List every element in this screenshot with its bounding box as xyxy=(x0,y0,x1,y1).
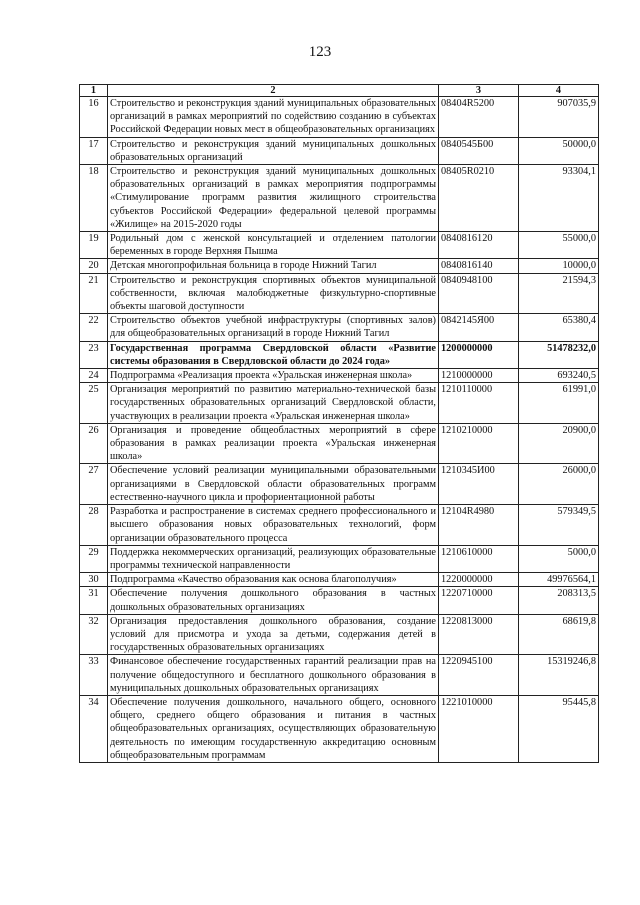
row-code: 12104R4980 xyxy=(439,505,519,546)
row-code: 1210345И00 xyxy=(439,464,519,505)
row-code: 1210610000 xyxy=(439,545,519,572)
row-amount: 693240,5 xyxy=(519,369,599,383)
row-number: 29 xyxy=(80,545,108,572)
row-number: 32 xyxy=(80,614,108,655)
row-code: 1210110000 xyxy=(439,383,519,424)
row-code: 1220710000 xyxy=(439,587,519,614)
row-number: 22 xyxy=(80,314,108,341)
row-amount: 10000,0 xyxy=(519,259,599,273)
row-code: 1200000000 xyxy=(439,341,519,368)
table-row xyxy=(80,369,599,383)
row-code: 1210210000 xyxy=(439,423,519,464)
row-code: 1210000000 xyxy=(439,369,519,383)
page-number: 123 xyxy=(308,44,332,60)
row-code: 0840948100 xyxy=(439,273,519,314)
row-description: Государственная программа Свердловской области «Развитие системы образования в Свердловской области до 2024 года» xyxy=(108,341,439,368)
row-description: Организация и проведение общеобластных мероприятий в сфере образования в рамках реализации проекта «Уральская инженерная школа» xyxy=(108,423,439,464)
row-description: Подпрограмма «Реализация проекта «Уральская инженерная школа» xyxy=(108,369,439,383)
row-description: Строительство и реконструкция зданий муниципальных дошкольных образовательных организаций xyxy=(108,137,439,164)
row-description: Строительство и реконструкция спортивных объектов муниципальной собственности, включая малобюджетные физкультурно-спортивные объекты шаговой доступности xyxy=(108,273,439,314)
row-description: Разработка и распространение в системах среднего профессионального и высшего образования новых образовательных технологий, форм организации образовательного процесса xyxy=(108,505,439,546)
row-amount: 51478232,0 xyxy=(519,341,599,368)
row-description: Родильный дом с женской консультацией и отделением патологии беременных в городе Верхняя Пышма xyxy=(108,232,439,259)
row-code: 0840545Б00 xyxy=(439,137,519,164)
row-description: Организация мероприятий по развитию материально-технической базы государственных образовательных организаций Свердловской области, участвующих в реализации проекта «Уральская инженерная школа» xyxy=(108,383,439,424)
table-row xyxy=(80,423,599,464)
row-code: 1220945100 xyxy=(439,655,519,696)
row-amount: 93304,1 xyxy=(519,165,599,232)
row-number: 27 xyxy=(80,464,108,505)
row-amount: 579349,5 xyxy=(519,505,599,546)
header-col-4: 4 xyxy=(519,85,599,97)
table-row xyxy=(80,383,599,424)
row-description: Финансовое обеспечение государственных гарантий реализации прав на получение общедоступного и бесплатного дошкольного образования в муниципальных дошкольных образовательных организациях xyxy=(108,655,439,696)
row-code: 1220813000 xyxy=(439,614,519,655)
row-amount: 55000,0 xyxy=(519,232,599,259)
row-description: Обеспечение получения дошкольного образования в частных дошкольных образовательных организациях xyxy=(108,587,439,614)
row-number: 21 xyxy=(80,273,108,314)
row-number: 16 xyxy=(80,97,108,138)
table-row xyxy=(80,137,599,164)
row-number: 24 xyxy=(80,369,108,383)
row-code: 1221010000 xyxy=(439,695,519,762)
row-amount: 61991,0 xyxy=(519,383,599,424)
row-number: 20 xyxy=(80,259,108,273)
row-amount: 68619,8 xyxy=(519,614,599,655)
budget-table xyxy=(79,84,599,763)
table-row xyxy=(80,464,599,505)
row-description: Строительство и реконструкция зданий муниципальных образовательных организаций в рамках мероприятий по содействию созданию в субъектах Российской Федерации новых мест в общеобразовательных организациях xyxy=(108,97,439,138)
header-col-2: 2 xyxy=(108,85,439,97)
row-code: 0842145Я00 xyxy=(439,314,519,341)
row-description: Обеспечение получения дошкольного, начального общего, основного общего, среднего общего образования и питания в частных общеобразовательных организациях, осуществляющих образовательную деятельность по имеющим государственную аккредитацию основным общеобразовательным программам xyxy=(108,695,439,762)
row-code: 1220000000 xyxy=(439,573,519,587)
row-description: Организация предоставления дошкольного образования, создание условий для присмотра и ухода за детьми, содержания детей в государственных образовательных организациях xyxy=(108,614,439,655)
row-number: 19 xyxy=(80,232,108,259)
row-code: 08405R0210 xyxy=(439,165,519,232)
row-description: Поддержка некоммерческих организаций, реализующих образовательные программы технической направленности xyxy=(108,545,439,572)
table-row xyxy=(80,232,599,259)
table-header-row xyxy=(80,85,599,97)
row-amount: 50000,0 xyxy=(519,137,599,164)
row-number: 30 xyxy=(80,573,108,587)
row-number: 34 xyxy=(80,695,108,762)
row-amount: 95445,8 xyxy=(519,695,599,762)
row-number: 23 xyxy=(80,341,108,368)
row-amount: 65380,4 xyxy=(519,314,599,341)
row-description: Обеспечение условий реализации муниципальными образовательными организациями в Свердловской области образовательных программ естественно-научного цикла и профориентационной работы xyxy=(108,464,439,505)
table-row xyxy=(80,614,599,655)
header-col-3: 3 xyxy=(439,85,519,97)
header-col-1: 1 xyxy=(80,85,108,97)
row-description: Подпрограмма «Качество образования как основа благополучия» xyxy=(108,573,439,587)
row-description: Строительство объектов учебной инфраструктуры (спортивных залов) для общеобразовательных организаций в городе Нижний Тагил xyxy=(108,314,439,341)
table-row xyxy=(80,545,599,572)
row-number: 28 xyxy=(80,505,108,546)
table-row xyxy=(80,695,599,762)
row-amount: 5000,0 xyxy=(519,545,599,572)
row-amount: 21594,3 xyxy=(519,273,599,314)
row-number: 26 xyxy=(80,423,108,464)
row-amount: 907035,9 xyxy=(519,97,599,138)
row-code: 0840816120 xyxy=(439,232,519,259)
table-row xyxy=(80,505,599,546)
row-amount: 208313,5 xyxy=(519,587,599,614)
row-number: 17 xyxy=(80,137,108,164)
row-description: Детская многопрофильная больница в городе Нижний Тагил xyxy=(108,259,439,273)
table-row xyxy=(80,165,599,232)
row-code: 0840816140 xyxy=(439,259,519,273)
row-amount: 26000,0 xyxy=(519,464,599,505)
row-number: 25 xyxy=(80,383,108,424)
table-row xyxy=(80,314,599,341)
table-row xyxy=(80,587,599,614)
table-row xyxy=(80,341,599,368)
row-number: 31 xyxy=(80,587,108,614)
table-row xyxy=(80,273,599,314)
row-amount: 49976564,1 xyxy=(519,573,599,587)
row-number: 33 xyxy=(80,655,108,696)
table-row xyxy=(80,655,599,696)
row-amount: 20900,0 xyxy=(519,423,599,464)
row-amount: 15319246,8 xyxy=(519,655,599,696)
table-row xyxy=(80,573,599,587)
row-description: Строительство и реконструкция зданий муниципальных дошкольных образовательных организаций в рамках мероприятия подпрограммы «Стимулирование программ развития жилищного строительства субъектов Российской Федерации» федеральной целевой программы «Жилище» на 2015-2020 годы xyxy=(108,165,439,232)
row-number: 18 xyxy=(80,165,108,232)
table-row xyxy=(80,259,599,273)
table-row xyxy=(80,97,599,138)
row-code: 08404R5200 xyxy=(439,97,519,138)
